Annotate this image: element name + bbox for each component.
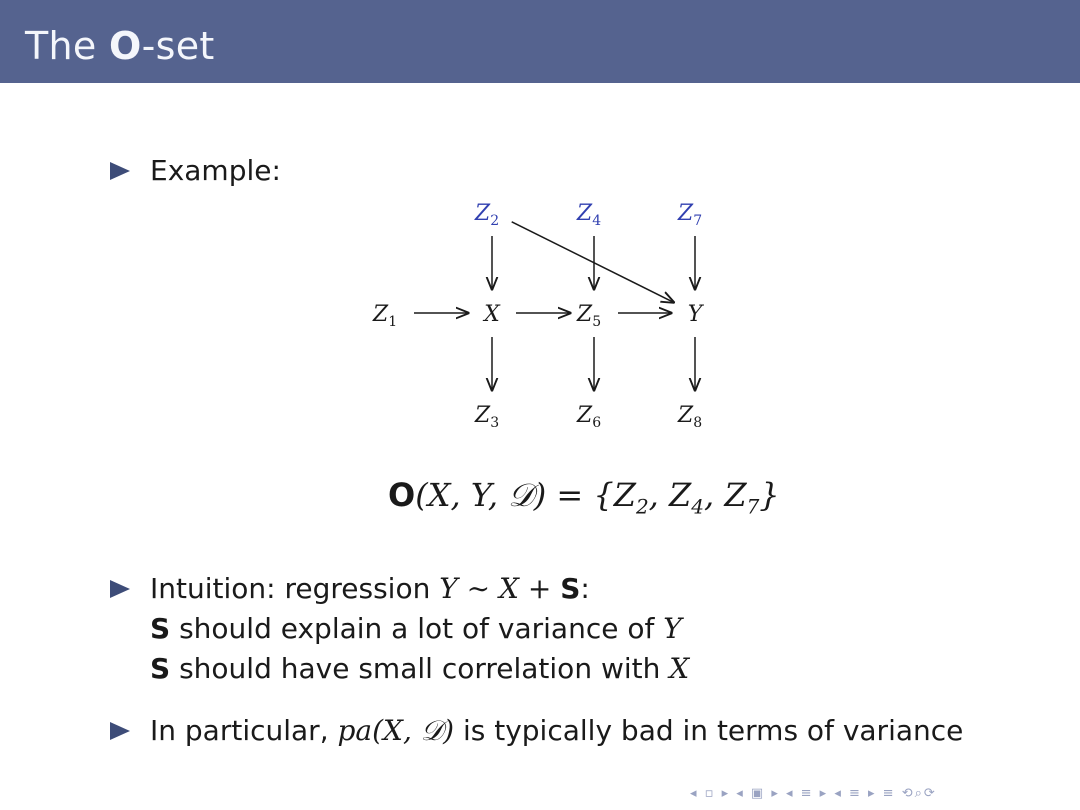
node-Z5: $Z_5$ — [576, 302, 602, 330]
node-Z6: $Z_6$ — [576, 403, 602, 431]
equation-sub-3: 7 — [746, 494, 760, 519]
node-Z7: $Z_7$ — [677, 201, 703, 229]
intuition-bold-s: S — [560, 572, 581, 605]
equation-sub-1: 2 — [635, 494, 649, 519]
line3-bold-s: S — [150, 652, 171, 685]
node-Z1: $Z_1$ — [372, 302, 398, 330]
line2-y: Y — [663, 612, 682, 645]
equation — [388, 476, 780, 518]
intuition-prefix: Intuition: regression — [150, 572, 440, 605]
title-prefix: The — [25, 24, 109, 68]
intuition-line-2 — [150, 612, 682, 645]
particular-args: (X, 𝒟) — [372, 714, 455, 747]
intuition-line-1 — [150, 572, 590, 605]
line3-x: X — [669, 652, 690, 685]
node-Z3: $Z_3$ — [474, 403, 500, 431]
beamer-navigation[interactable]: ◂ ▫ ▸ ◂ ▣ ▸ ◂ ≡ ▸ ◂ ≡ ▸ ≡ ⟲⌕⟳ — [690, 786, 937, 801]
node-Z4: $Z_4$ — [576, 201, 602, 229]
equation-bold-o: O — [388, 476, 416, 514]
example-label: Example: — [150, 154, 281, 187]
intuition-y: Y — [439, 572, 458, 605]
particular-prefix: In particular, — [150, 714, 338, 747]
line2-text: should explain a lot of variance of — [170, 612, 664, 645]
title-suffix: -set — [141, 24, 215, 68]
node-X: X — [484, 302, 500, 327]
node-Z2: $Z_2$ — [474, 201, 500, 229]
equation-mid-1: , Z — [648, 476, 692, 514]
bullet-icon — [110, 722, 130, 740]
edge-Z2-Y — [512, 222, 674, 303]
equation-mid-2: , Z — [703, 476, 747, 514]
node-Z8: $Z_8$ — [677, 403, 703, 431]
equation-sub-2: 4 — [691, 494, 704, 519]
line3-text: should have small correlation with — [170, 652, 670, 685]
bullet-icon — [110, 580, 130, 598]
equation-args: (X, Y, 𝒟) = {Z — [415, 476, 636, 514]
particular-pa: pa — [337, 714, 373, 747]
intuition-colon: : — [580, 572, 590, 605]
intuition-line-3 — [150, 652, 689, 685]
particular-line — [150, 714, 963, 748]
line2-bold-s: S — [150, 612, 171, 645]
equation-end: } — [759, 476, 780, 514]
intuition-formula: ∼ X + — [457, 572, 561, 605]
node-Y: Y — [687, 302, 703, 327]
title-bold: O — [108, 24, 142, 68]
particular-suffix: is typically bad in terms of variance — [454, 714, 964, 747]
